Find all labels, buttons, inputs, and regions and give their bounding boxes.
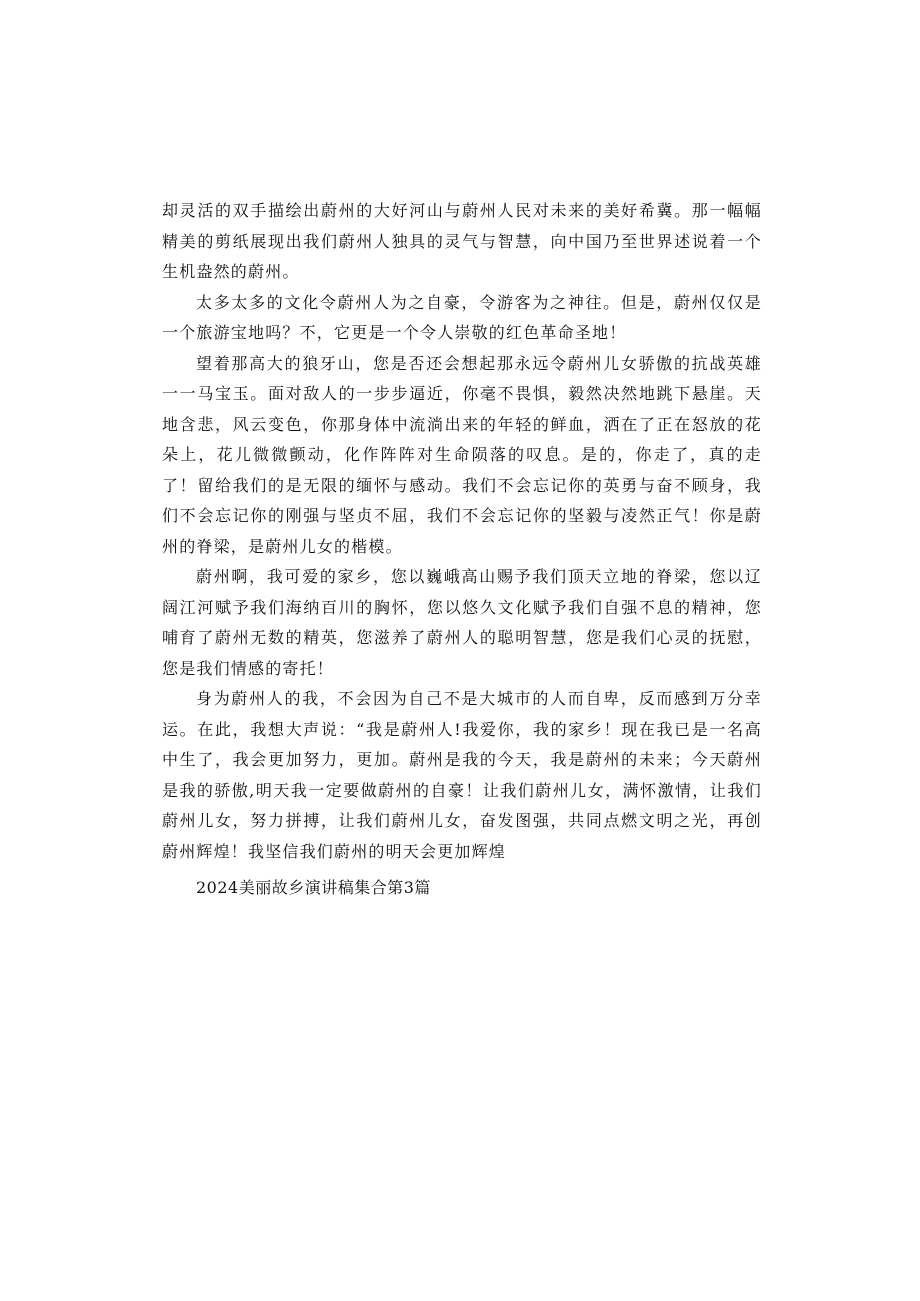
paragraph-4: 蔚州啊，我可爱的家乡，您以巍峨高山赐予我们顶天立地的脊梁，您以辽阔江河赋予我们海纳百川的胸怀，您以悠久文化赋予我们自强不息的精神，您哺育了蔚州无数的精英，您滋养了蔚州人的聪明智慧，您是我们心灵的抚慰，您是我们情感的寄托！ (162, 567, 762, 678)
section-heading: 2024美丽故乡演讲稿集合第3篇 (196, 878, 431, 897)
paragraph-1: 却灵活的双手描绘出蔚州的大好河山与蔚州人民对未来的美好希冀。那一幅幅精美的剪纸展现出我们蔚州人独具的灵气与智慧，向中国乃至世界述说着一个生机盎然的蔚州。 (162, 201, 762, 281)
paragraph-3: 望着那高大的狼牙山，您是否还会想起那永远令蔚州儿女骄傲的抗战英雄一一马宝玉。面对敌人的一步步逼近，你毫不畏惧，毅然决然地跳下悬崖。天地含悲，风云变色，你那身体中流淌出来的年轻的鲜血，洒在了正在怒放的花朵上，花儿微微颤动，化作阵阵对生命陨落的叹息。是的，你走了，真的走了！留给我们的是无限的缅怀与感动。我们不会忘记你的英勇与奋不顾身，我们不会忘记你的刚强与坚贞不屈，我们不会忘记你的坚毅与凌然正气！你是蔚州的脊梁，是蔚州儿女的楷模。 (162, 353, 762, 556)
document-page (162, 196, 762, 903)
paragraph-5: 身为蔚州人的我，不会因为自己不是大城市的人而自卑，反而感到万分幸运。在此，我想大声说：“我是蔚州人!我爱你，我的家乡！现在我已是一名高中生了，我会更加努力，更加。蔚州是我的今天，我是蔚州的未来；今天蔚州是我的骄傲,明天我一定要做蔚州的自豪！让我们蔚州儿女，满怀激情，让我们蔚州儿女，努力拼搏，让我们蔚州儿女，奋发图强，共同点燃文明之光，再创蔚州辉煌！我坚信我们蔚州的明天会更加辉煌 (162, 689, 762, 861)
paragraph-2: 太多太多的文化令蔚州人为之自豪，令游客为之神往。但是，蔚州仅仅是一个旅游宝地吗？不，它更是一个令人崇敬的红色革命圣地！ (162, 292, 762, 342)
